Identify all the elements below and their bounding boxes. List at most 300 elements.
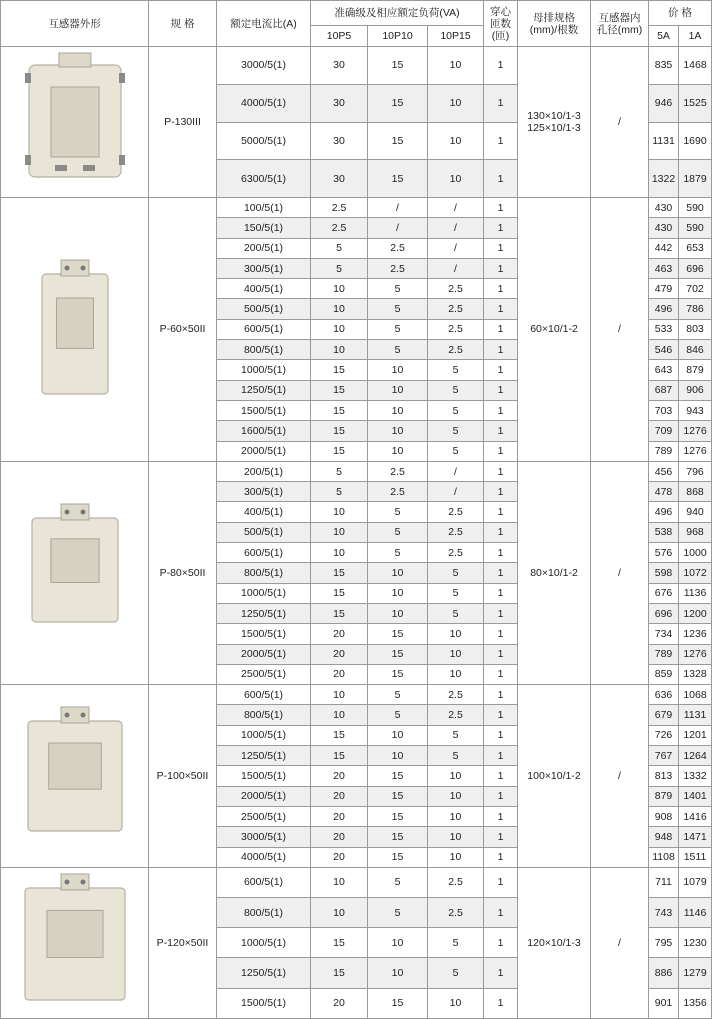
load-10p15-cell: 2.5 [428, 897, 484, 927]
price-1a-cell: 1072 [679, 563, 712, 583]
ratio-cell: 1000/5(1) [217, 725, 311, 745]
price-1a-cell: 1276 [679, 421, 712, 441]
price-1a-cell: 1079 [679, 867, 712, 897]
header-accuracy: 准确级及相应额定负荷(VA) [311, 1, 484, 26]
turns-cell: 1 [484, 160, 518, 198]
header-price: 价 格 [649, 1, 712, 26]
load-10p10-cell: 15 [368, 624, 428, 644]
ct-window [51, 87, 99, 157]
turns-cell: 1 [484, 340, 518, 360]
price-5a-cell: 546 [649, 340, 679, 360]
header-appearance: 互感器外形 [1, 1, 149, 47]
turns-cell: 1 [484, 988, 518, 1018]
price-5a-cell: 879 [649, 786, 679, 806]
load-10p5-cell: 10 [311, 319, 368, 339]
load-10p15-cell: 10 [428, 84, 484, 122]
price-5a-cell: 734 [649, 624, 679, 644]
price-1a-cell: 1276 [679, 644, 712, 664]
price-1a-cell: 879 [679, 360, 712, 380]
ct-screw [80, 879, 85, 884]
ratio-cell: 600/5(1) [217, 867, 311, 897]
hole-cell: / [591, 198, 649, 462]
price-1a-cell: 968 [679, 522, 712, 542]
price-5a-cell: 711 [649, 867, 679, 897]
ratio-cell: 5000/5(1) [217, 122, 311, 160]
load-10p10-cell: 10 [368, 441, 428, 461]
price-1a-cell: 1471 [679, 827, 712, 847]
load-10p10-cell: 10 [368, 400, 428, 420]
load-10p10-cell: 10 [368, 563, 428, 583]
load-10p15-cell: / [428, 258, 484, 278]
turns-cell: 1 [484, 746, 518, 766]
load-10p5-cell: 10 [311, 705, 368, 725]
load-10p5-cell: 20 [311, 806, 368, 826]
turns-cell: 1 [484, 441, 518, 461]
load-10p15-cell: 2.5 [428, 705, 484, 725]
ratio-cell: 200/5(1) [217, 461, 311, 481]
load-10p5-cell: 5 [311, 258, 368, 278]
header-price-1a: 1A [679, 26, 712, 47]
turns-cell: 1 [484, 47, 518, 85]
load-10p5-cell: 20 [311, 766, 368, 786]
ratio-cell: 1500/5(1) [217, 988, 311, 1018]
load-10p5-cell: 10 [311, 543, 368, 563]
price-5a-cell: 1108 [649, 847, 679, 867]
ratio-cell: 600/5(1) [217, 319, 311, 339]
price-1a-cell: 1416 [679, 806, 712, 826]
load-10p10-cell: 2.5 [368, 258, 428, 278]
load-10p10-cell: 10 [368, 958, 428, 988]
ct-window [47, 910, 103, 957]
load-10p5-cell: 15 [311, 421, 368, 441]
ct-bolt [25, 73, 31, 83]
ratio-cell: 400/5(1) [217, 502, 311, 522]
turns-cell: 1 [484, 198, 518, 218]
load-10p10-cell: 10 [368, 583, 428, 603]
load-10p5-cell: 2.5 [311, 198, 368, 218]
turns-cell: 1 [484, 299, 518, 319]
price-5a-cell: 901 [649, 988, 679, 1018]
turns-cell: 1 [484, 482, 518, 502]
ratio-cell: 600/5(1) [217, 685, 311, 705]
load-10p5-cell: 15 [311, 583, 368, 603]
price-1a-cell: 796 [679, 461, 712, 481]
load-10p10-cell: 10 [368, 928, 428, 958]
load-10p15-cell: 10 [428, 47, 484, 85]
load-10p10-cell: 2.5 [368, 238, 428, 258]
load-10p10-cell: 10 [368, 360, 428, 380]
header-busbar-line2: (mm)/根数 [529, 23, 579, 36]
ct-bolt [83, 165, 95, 171]
load-10p15-cell: 5 [428, 421, 484, 441]
price-1a-cell: 1200 [679, 603, 712, 623]
load-10p15-cell: 5 [428, 928, 484, 958]
busbar-cell [518, 461, 591, 684]
ratio-cell: 800/5(1) [217, 705, 311, 725]
turns-cell: 1 [484, 319, 518, 339]
load-10p5-cell: 10 [311, 340, 368, 360]
ratio-cell: 100/5(1) [217, 198, 311, 218]
load-10p5-cell: 15 [311, 380, 368, 400]
load-10p15-cell: / [428, 482, 484, 502]
ratio-cell: 300/5(1) [217, 482, 311, 502]
load-10p15-cell: 10 [428, 988, 484, 1018]
load-10p15-cell: 2.5 [428, 340, 484, 360]
price-1a-cell: 1690 [679, 122, 712, 160]
price-1a-cell: 1264 [679, 746, 712, 766]
busbar-spec: 100×10/1-2 [527, 769, 581, 782]
ratio-cell: 1000/5(1) [217, 928, 311, 958]
busbar-cell [518, 867, 591, 1018]
ct-terminal [59, 53, 91, 67]
price-1a-cell: 1356 [679, 988, 712, 1018]
load-10p5-cell: 15 [311, 958, 368, 988]
load-10p10-cell: 2.5 [368, 461, 428, 481]
price-5a-cell: 767 [649, 746, 679, 766]
busbar-spec: 60×10/1-2 [530, 323, 578, 336]
table-row [1, 685, 712, 705]
turns-cell: 1 [484, 522, 518, 542]
load-10p15-cell: 5 [428, 360, 484, 380]
turns-cell: 1 [484, 624, 518, 644]
ct-screw [64, 712, 69, 717]
ratio-cell: 1250/5(1) [217, 746, 311, 766]
load-10p5-cell: 20 [311, 624, 368, 644]
price-5a-cell: 456 [649, 461, 679, 481]
load-10p15-cell: / [428, 461, 484, 481]
load-10p15-cell: 10 [428, 827, 484, 847]
load-10p10-cell: 15 [368, 988, 428, 1018]
ratio-cell: 1500/5(1) [217, 766, 311, 786]
load-10p10-cell: 15 [368, 122, 428, 160]
price-1a-cell: 868 [679, 482, 712, 502]
busbar-spec: 80×10/1-2 [530, 566, 578, 579]
load-10p15-cell: / [428, 238, 484, 258]
price-5a-cell: 430 [649, 218, 679, 238]
turns-cell: 1 [484, 664, 518, 684]
load-10p15-cell: 5 [428, 746, 484, 766]
price-5a-cell: 676 [649, 583, 679, 603]
price-1a-cell: 590 [679, 218, 712, 238]
busbar-cell [518, 47, 591, 198]
price-5a-cell: 576 [649, 543, 679, 563]
load-10p15-cell: 10 [428, 664, 484, 684]
ratio-cell: 600/5(1) [217, 543, 311, 563]
ct-screw [80, 266, 85, 271]
header-turns [484, 1, 518, 47]
price-1a-cell: 1000 [679, 543, 712, 563]
load-10p15-cell: 10 [428, 644, 484, 664]
load-10p5-cell: 10 [311, 897, 368, 927]
ratio-cell: 300/5(1) [217, 258, 311, 278]
load-10p10-cell: 5 [368, 299, 428, 319]
load-10p5-cell: 15 [311, 746, 368, 766]
price-5a-cell: 795 [649, 928, 679, 958]
price-1a-cell: 1525 [679, 84, 712, 122]
load-10p15-cell: 2.5 [428, 522, 484, 542]
current-transformer-photo [15, 701, 135, 851]
load-10p10-cell: 5 [368, 502, 428, 522]
load-10p15-cell: 2.5 [428, 543, 484, 563]
load-10p5-cell: 15 [311, 360, 368, 380]
turns-cell: 1 [484, 360, 518, 380]
ratio-cell: 3000/5(1) [217, 827, 311, 847]
turns-cell: 1 [484, 279, 518, 299]
table-row [1, 47, 712, 85]
hole-cell: / [591, 461, 649, 684]
appearance-cell [1, 867, 149, 1018]
price-5a-cell: 813 [649, 766, 679, 786]
header-turns-line1: 穿心 [490, 5, 511, 18]
ratio-cell: 1250/5(1) [217, 958, 311, 988]
price-5a-cell: 789 [649, 441, 679, 461]
turns-cell: 1 [484, 84, 518, 122]
load-10p5-cell: 5 [311, 461, 368, 481]
ct-screw [64, 879, 69, 884]
price-5a-cell: 478 [649, 482, 679, 502]
load-10p15-cell: 5 [428, 441, 484, 461]
load-10p5-cell: 20 [311, 644, 368, 664]
current-transformer-photo [15, 498, 135, 648]
price-1a-cell: 1131 [679, 705, 712, 725]
price-5a-cell: 643 [649, 360, 679, 380]
price-1a-cell: 786 [679, 299, 712, 319]
turns-cell: 1 [484, 400, 518, 420]
turns-cell: 1 [484, 603, 518, 623]
load-10p10-cell: 5 [368, 319, 428, 339]
load-10p5-cell: 30 [311, 84, 368, 122]
load-10p10-cell: 2.5 [368, 482, 428, 502]
load-10p10-cell: 5 [368, 867, 428, 897]
load-10p10-cell: 15 [368, 84, 428, 122]
load-10p10-cell: 10 [368, 746, 428, 766]
ratio-cell: 1500/5(1) [217, 400, 311, 420]
load-10p15-cell: 2.5 [428, 319, 484, 339]
header-hole-line1: 互感器内 [598, 11, 641, 24]
hole-cell: / [591, 685, 649, 868]
model-cell: P-130III [149, 47, 217, 198]
price-5a-cell: 442 [649, 238, 679, 258]
ratio-cell: 800/5(1) [217, 340, 311, 360]
load-10p10-cell: 15 [368, 786, 428, 806]
load-10p5-cell: 2.5 [311, 218, 368, 238]
header-10p5: 10P5 [311, 26, 368, 47]
ratio-cell: 400/5(1) [217, 279, 311, 299]
load-10p15-cell: 5 [428, 400, 484, 420]
ratio-cell: 2500/5(1) [217, 806, 311, 826]
load-10p5-cell: 30 [311, 47, 368, 85]
ct-screw [64, 266, 69, 271]
busbar-cell [518, 198, 591, 462]
load-10p10-cell: 15 [368, 766, 428, 786]
ratio-cell: 800/5(1) [217, 897, 311, 927]
current-transformer-photo [15, 868, 135, 1018]
load-10p15-cell: 10 [428, 786, 484, 806]
load-10p10-cell: 5 [368, 897, 428, 927]
load-10p10-cell: 15 [368, 806, 428, 826]
load-10p15-cell: 2.5 [428, 867, 484, 897]
price-5a-cell: 496 [649, 299, 679, 319]
price-5a-cell: 908 [649, 806, 679, 826]
current-transformer-photo [15, 254, 135, 404]
price-1a-cell: 846 [679, 340, 712, 360]
load-10p10-cell: 15 [368, 847, 428, 867]
ratio-cell: 1250/5(1) [217, 603, 311, 623]
price-5a-cell: 430 [649, 198, 679, 218]
load-10p5-cell: 30 [311, 122, 368, 160]
ratio-cell: 4000/5(1) [217, 847, 311, 867]
load-10p15-cell: 10 [428, 766, 484, 786]
price-5a-cell: 696 [649, 603, 679, 623]
turns-cell: 1 [484, 897, 518, 927]
appearance-cell [1, 685, 149, 868]
ratio-cell: 2000/5(1) [217, 441, 311, 461]
load-10p10-cell: 15 [368, 664, 428, 684]
busbar-spec: 120×10/1-3 [527, 936, 581, 949]
load-10p5-cell: 5 [311, 482, 368, 502]
header-price-5a: 5A [649, 26, 679, 47]
load-10p10-cell: 15 [368, 47, 428, 85]
price-5a-cell: 859 [649, 664, 679, 684]
ct-window [48, 743, 101, 789]
hole-cell: / [591, 47, 649, 198]
price-5a-cell: 1131 [649, 122, 679, 160]
load-10p10-cell: 5 [368, 705, 428, 725]
turns-cell: 1 [484, 786, 518, 806]
load-10p10-cell: 15 [368, 644, 428, 664]
appearance-cell [1, 47, 149, 198]
load-10p15-cell: 5 [428, 563, 484, 583]
load-10p15-cell: 2.5 [428, 279, 484, 299]
ratio-cell: 3000/5(1) [217, 47, 311, 85]
ratio-cell: 2000/5(1) [217, 644, 311, 664]
price-5a-cell: 948 [649, 827, 679, 847]
load-10p5-cell: 15 [311, 725, 368, 745]
price-1a-cell: 1332 [679, 766, 712, 786]
load-10p15-cell: 5 [428, 583, 484, 603]
load-10p10-cell: 10 [368, 380, 428, 400]
load-10p15-cell: 10 [428, 122, 484, 160]
load-10p5-cell: 30 [311, 160, 368, 198]
ct-window [50, 539, 98, 583]
price-1a-cell: 1328 [679, 664, 712, 684]
load-10p15-cell: / [428, 218, 484, 238]
turns-cell: 1 [484, 705, 518, 725]
load-10p5-cell: 20 [311, 827, 368, 847]
table-row [1, 198, 712, 218]
ratio-cell: 1250/5(1) [217, 380, 311, 400]
price-1a-cell: 1276 [679, 441, 712, 461]
ratio-cell: 4000/5(1) [217, 84, 311, 122]
ct-screw [80, 712, 85, 717]
price-5a-cell: 598 [649, 563, 679, 583]
load-10p15-cell: 10 [428, 847, 484, 867]
ratio-cell: 2000/5(1) [217, 786, 311, 806]
model-cell: P-80×50II [149, 461, 217, 684]
ratio-cell: 1500/5(1) [217, 624, 311, 644]
price-5a-cell: 463 [649, 258, 679, 278]
turns-cell: 1 [484, 847, 518, 867]
table-row [1, 867, 712, 897]
ratio-cell: 500/5(1) [217, 299, 311, 319]
turns-cell: 1 [484, 258, 518, 278]
current-transformer-photo [15, 47, 135, 197]
load-10p5-cell: 10 [311, 685, 368, 705]
ratio-cell: 1000/5(1) [217, 360, 311, 380]
ratio-cell: 150/5(1) [217, 218, 311, 238]
busbar-spec: 130×10/1-3 [527, 110, 581, 122]
load-10p15-cell: 10 [428, 624, 484, 644]
load-10p5-cell: 20 [311, 847, 368, 867]
load-10p15-cell: 5 [428, 725, 484, 745]
price-1a-cell: 940 [679, 502, 712, 522]
load-10p5-cell: 15 [311, 563, 368, 583]
turns-cell: 1 [484, 563, 518, 583]
table-body [1, 47, 712, 1019]
price-1a-cell: 1236 [679, 624, 712, 644]
turns-cell: 1 [484, 421, 518, 441]
header-busbar-line1: 母排规格 [533, 11, 575, 24]
load-10p5-cell: 10 [311, 279, 368, 299]
load-10p10-cell: 5 [368, 340, 428, 360]
turns-cell: 1 [484, 122, 518, 160]
ct-bolt [119, 73, 125, 83]
model-cell: P-120×50II [149, 867, 217, 1018]
load-10p5-cell: 10 [311, 299, 368, 319]
load-10p10-cell: 10 [368, 725, 428, 745]
load-10p10-cell: 15 [368, 160, 428, 198]
turns-cell: 1 [484, 685, 518, 705]
hole-cell: / [591, 867, 649, 1018]
price-5a-cell: 835 [649, 47, 679, 85]
load-10p15-cell: 2.5 [428, 502, 484, 522]
price-5a-cell: 709 [649, 421, 679, 441]
load-10p15-cell: 2.5 [428, 685, 484, 705]
table-header [1, 1, 712, 47]
price-5a-cell: 946 [649, 84, 679, 122]
turns-cell: 1 [484, 218, 518, 238]
ratio-cell: 500/5(1) [217, 522, 311, 542]
load-10p10-cell: / [368, 218, 428, 238]
price-1a-cell: 1879 [679, 160, 712, 198]
busbar-cell [518, 685, 591, 868]
load-10p5-cell: 20 [311, 786, 368, 806]
price-5a-cell: 789 [649, 644, 679, 664]
header-10p10: 10P10 [368, 26, 428, 47]
ratio-cell: 800/5(1) [217, 563, 311, 583]
ct-bolt [55, 165, 67, 171]
price-1a-cell: 1468 [679, 47, 712, 85]
header-hole [591, 1, 649, 47]
header-10p15: 10P15 [428, 26, 484, 47]
price-5a-cell: 679 [649, 705, 679, 725]
turns-cell: 1 [484, 461, 518, 481]
header-turns-line3: (匝) [491, 29, 510, 42]
ct-window [56, 298, 93, 348]
turns-cell: 1 [484, 958, 518, 988]
ct-bolt [119, 155, 125, 165]
price-1a-cell: 1511 [679, 847, 712, 867]
price-1a-cell: 803 [679, 319, 712, 339]
turns-cell: 1 [484, 583, 518, 603]
price-5a-cell: 743 [649, 897, 679, 927]
price-5a-cell: 703 [649, 400, 679, 420]
load-10p10-cell: 5 [368, 279, 428, 299]
price-5a-cell: 479 [649, 279, 679, 299]
header-busbar [518, 1, 591, 47]
turns-cell: 1 [484, 867, 518, 897]
turns-cell: 1 [484, 543, 518, 563]
